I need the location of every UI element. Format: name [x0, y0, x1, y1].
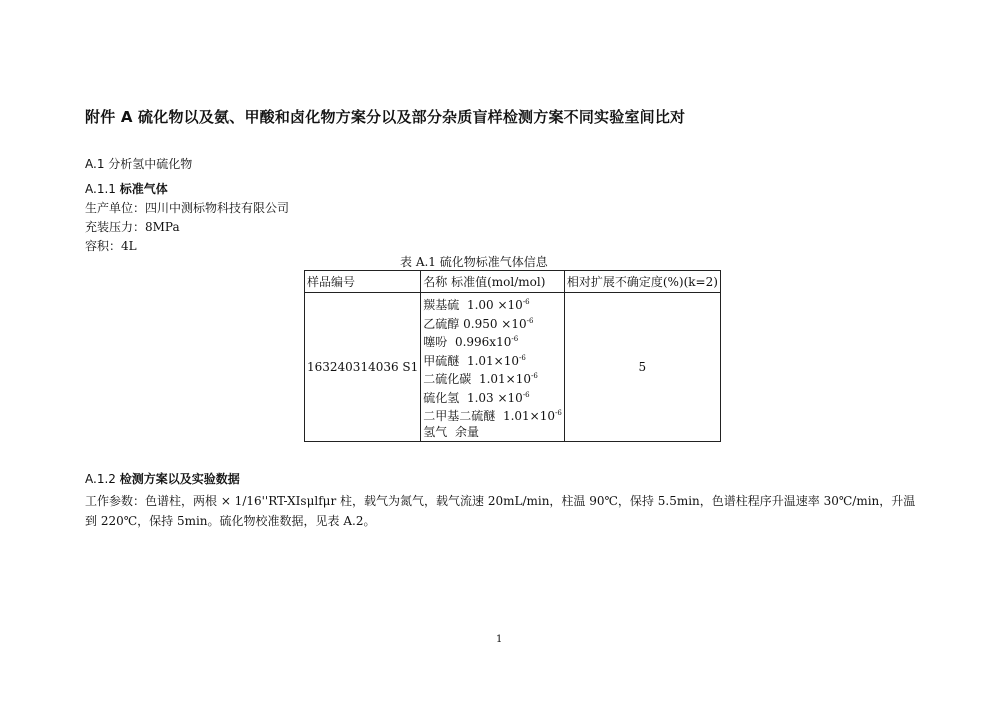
volume-line: 容积：4L [85, 239, 137, 253]
header-name-std: 名称 标准值(mol/mol) [421, 271, 565, 293]
table-a1-caption: 表 A.1 硫化物标准气体信息 [400, 255, 548, 269]
section-a1-title: 分析氢中硫化物 [108, 157, 193, 171]
table-header-row [305, 271, 721, 293]
pressure-line: 充装压力：8MPa [85, 220, 180, 234]
component-line: 氢气 余量 [423, 424, 479, 439]
page-number: 1 [496, 634, 503, 645]
component-line: 硫化氢 $1.03 \times 10^{-6}$ [423, 390, 530, 405]
table-row [305, 293, 721, 442]
component-line: 噻吩 $0.996x10^{-6}$ [423, 335, 519, 349]
component-line: 羰基硫 $1.00 \times 10^{-6}$ [423, 298, 530, 312]
section-a11-heading [85, 180, 168, 197]
section-a12-heading [85, 470, 240, 487]
header-uncertainty: 相对扩展不确定度(%)(k=2) [564, 271, 720, 293]
section-a1-heading [85, 155, 192, 172]
component-line: 甲硫醚 $1.01\times 10^{-6}$ [423, 353, 526, 368]
section-a11-number: A.1.1 [85, 182, 116, 196]
component-line: 二硫化碳 $1.01\times 10^{-6}$ [423, 372, 538, 386]
work-params-paragraph: 工作参数：色谱柱，两根 × 1/16''RT-XIsμlfμr 柱，载气为氮气，载气流速 20mL/min，柱温 90℃，保持 5.5min，色谱柱程序升温速率 30℃/min，升温到 220℃，保持 5min。硫化物校准数据，见表 A.2。 [85, 494, 916, 528]
section-a1-number: A.1 [85, 157, 105, 171]
component-line: 乙硫醇 $0.950 \times 10^{-6}$ [423, 316, 534, 331]
table-a1 [304, 270, 721, 442]
cell-sample-id: 163240314036 S1 [305, 293, 421, 442]
component-line: 二甲基二硫醚 $1.01\times 10^{-6}$ [423, 409, 562, 423]
section-a12-number: A.1.2 [85, 472, 116, 486]
cell-uncertainty: 5 [564, 293, 720, 442]
cell-components [421, 293, 565, 442]
header-sample-id: 样品编号 [305, 271, 421, 293]
producer-line: 生产单位：四川中测标物科技有限公司 [85, 201, 290, 215]
page-title: 附件 A 硫化物以及氨、甲酸和卤化物方案分以及部分杂质盲样检测方案不同实验室间比对 [85, 108, 686, 126]
section-a12-title: 检测方案以及实验数据 [119, 472, 240, 486]
section-a11-title: 标准气体 [119, 182, 168, 196]
